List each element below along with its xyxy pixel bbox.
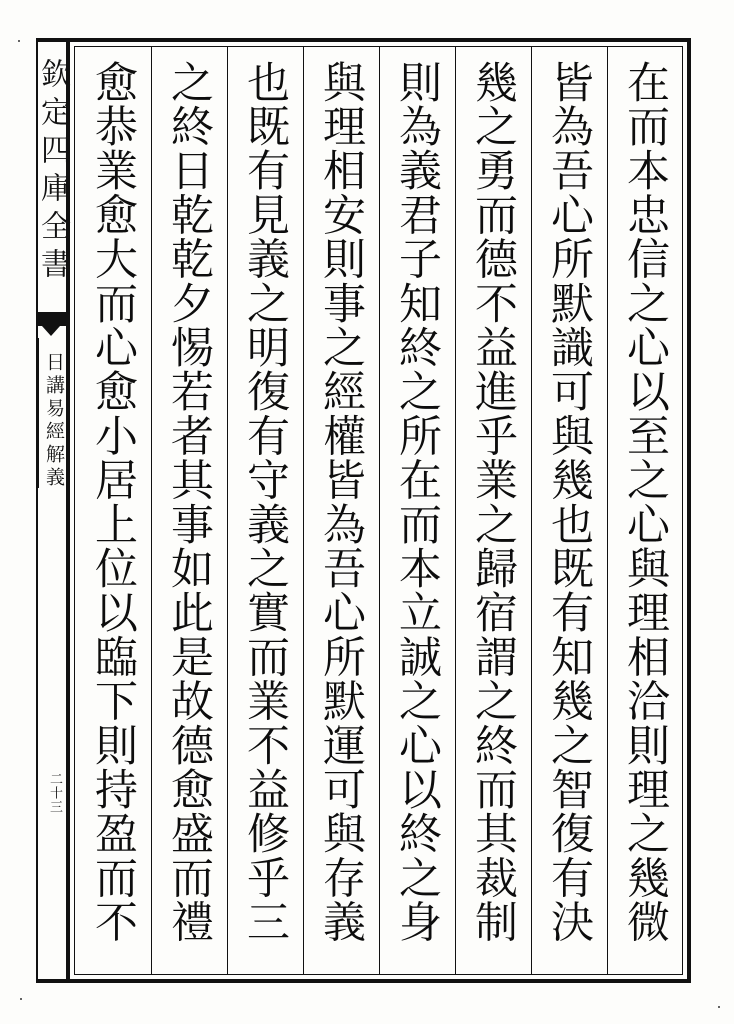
column-rule (303, 46, 304, 975)
column-rule (531, 46, 532, 975)
column-rule (151, 46, 152, 975)
scan-speck (20, 998, 22, 1000)
fishtail-block (36, 312, 66, 326)
text-column-3: 幾之勇而德不益進乎業之歸宿謂之終而其裁制 (468, 60, 518, 944)
text-column-1: 在而本忠信之心以至之心與理相洽則理之幾微 (620, 60, 670, 944)
column-rule (227, 46, 228, 975)
text-column-2: 皆為吾心所默識可與幾也既有知幾之智復有決 (544, 60, 594, 944)
column-rule (607, 46, 608, 975)
column-rule (455, 46, 456, 975)
column-rule (379, 46, 380, 975)
text-column-8: 愈恭業愈大而心愈小居上位以臨下則持盈而不 (88, 60, 138, 944)
text-column-4: 則為義君子知終之所在而本立誠之心以終之身 (392, 60, 442, 944)
text-column-7: 之終日乾乾夕惕若者其事如此是故德愈盛而禮 (164, 60, 214, 944)
scan-speck (18, 40, 20, 42)
page-number: 二十三 (47, 772, 62, 814)
text-column-5: 與理相安則事之經權皆為吾心所默運可與存義 (316, 60, 366, 944)
book-title: 日講易經解義 (43, 352, 65, 490)
collection-title: 欽定四庫全書 (35, 58, 70, 286)
text-column-6: 也既有見義之明復有守義之實而業不益修乎三 (240, 60, 290, 944)
scan-speck (718, 1006, 720, 1008)
fishtail-notch (42, 326, 60, 336)
